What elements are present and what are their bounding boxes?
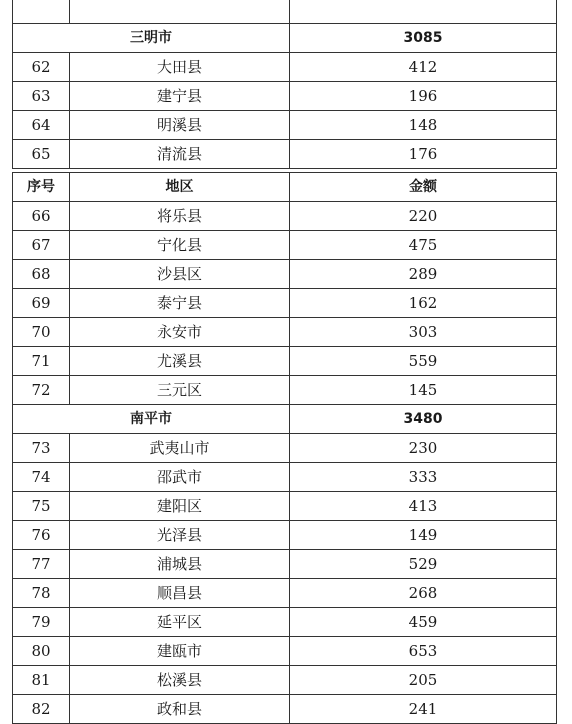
row-amount: 529	[290, 550, 557, 579]
table-row	[13, 111, 557, 140]
row-amount: 289	[290, 260, 557, 289]
table-row	[13, 53, 557, 82]
row-region: 宁化县	[70, 231, 290, 260]
city-total: 3480	[290, 405, 557, 434]
city-name: 三明市	[13, 24, 290, 53]
table-row	[13, 202, 557, 231]
table-row	[13, 637, 557, 666]
row-region: 三元区	[70, 376, 290, 405]
table-row	[13, 434, 557, 463]
row-region: 清流县	[70, 140, 290, 169]
row-amount: 230	[290, 434, 557, 463]
table-row	[13, 231, 557, 260]
row-number: 66	[13, 202, 70, 231]
row-amount: 475	[290, 231, 557, 260]
table-row	[13, 608, 557, 637]
row-number: 81	[13, 666, 70, 695]
table-row	[13, 492, 557, 521]
row-number: 65	[13, 140, 70, 169]
row-amount: 148	[290, 111, 557, 140]
row-region: 大田县	[70, 53, 290, 82]
table-row	[13, 550, 557, 579]
row-amount: 303	[290, 318, 557, 347]
row-region: 尤溪县	[70, 347, 290, 376]
row-number: 71	[13, 347, 70, 376]
row-region: 泰宁县	[70, 289, 290, 318]
row-region: 松溪县	[70, 666, 290, 695]
table-row	[13, 347, 557, 376]
row-amount: 413	[290, 492, 557, 521]
row-number: 78	[13, 579, 70, 608]
row-amount: 241	[290, 695, 557, 724]
table-row	[13, 666, 557, 695]
row-region: 武夷山市	[70, 434, 290, 463]
row-number: 67	[13, 231, 70, 260]
row-amount: 268	[290, 579, 557, 608]
row-region: 沙县区	[70, 260, 290, 289]
header-amount: 金额	[290, 173, 557, 202]
row-amount: 205	[290, 666, 557, 695]
row-number: 70	[13, 318, 70, 347]
table-row	[13, 376, 557, 405]
city-subtotal-row	[13, 405, 557, 434]
row-region: 光泽县	[70, 521, 290, 550]
row-amount: 459	[290, 608, 557, 637]
table-row	[13, 318, 557, 347]
row-number: 63	[13, 82, 70, 111]
row-region: 建宁县	[70, 82, 290, 111]
row-number: 82	[13, 695, 70, 724]
fund-table-part1	[12, 0, 557, 169]
row-region: 永安市	[70, 318, 290, 347]
row-region: 邵武市	[70, 463, 290, 492]
row-number: 72	[13, 376, 70, 405]
row-number: 79	[13, 608, 70, 637]
row-number: 77	[13, 550, 70, 579]
row-region: 建瓯市	[70, 637, 290, 666]
row-amount: 162	[290, 289, 557, 318]
table-row	[13, 521, 557, 550]
row-number: 69	[13, 289, 70, 318]
fund-table-part2	[12, 172, 557, 724]
row-amount: 149	[290, 521, 557, 550]
row-amount: 559	[290, 347, 557, 376]
row-number: 73	[13, 434, 70, 463]
row-number: 80	[13, 637, 70, 666]
row-number: 74	[13, 463, 70, 492]
header-number: 序号	[13, 173, 70, 202]
table-row	[13, 289, 557, 318]
row-number: 68	[13, 260, 70, 289]
row-amount: 412	[290, 53, 557, 82]
table-row	[13, 82, 557, 111]
table-row	[13, 579, 557, 608]
table-row	[13, 0, 557, 24]
row-number: 76	[13, 521, 70, 550]
row-region: 浦城县	[70, 550, 290, 579]
row-region: 明溪县	[70, 111, 290, 140]
row-region: 政和县	[70, 695, 290, 724]
row-amount: 220	[290, 202, 557, 231]
city-name: 南平市	[13, 405, 290, 434]
row-region: 顺昌县	[70, 579, 290, 608]
table-header-row	[13, 173, 557, 202]
row-number: 75	[13, 492, 70, 521]
table-row	[13, 260, 557, 289]
header-region: 地区	[70, 173, 290, 202]
city-subtotal-row	[13, 24, 557, 53]
row-region: 延平区	[70, 608, 290, 637]
row-region: 建阳区	[70, 492, 290, 521]
table-row	[13, 695, 557, 724]
row-region: 将乐县	[70, 202, 290, 231]
row-amount: 196	[290, 82, 557, 111]
row-amount: 176	[290, 140, 557, 169]
row-number: 62	[13, 53, 70, 82]
table-row	[13, 140, 557, 169]
row-amount: 653	[290, 637, 557, 666]
row-amount: 145	[290, 376, 557, 405]
row-amount: 333	[290, 463, 557, 492]
city-total: 3085	[290, 24, 557, 53]
table-row	[13, 463, 557, 492]
row-number: 64	[13, 111, 70, 140]
